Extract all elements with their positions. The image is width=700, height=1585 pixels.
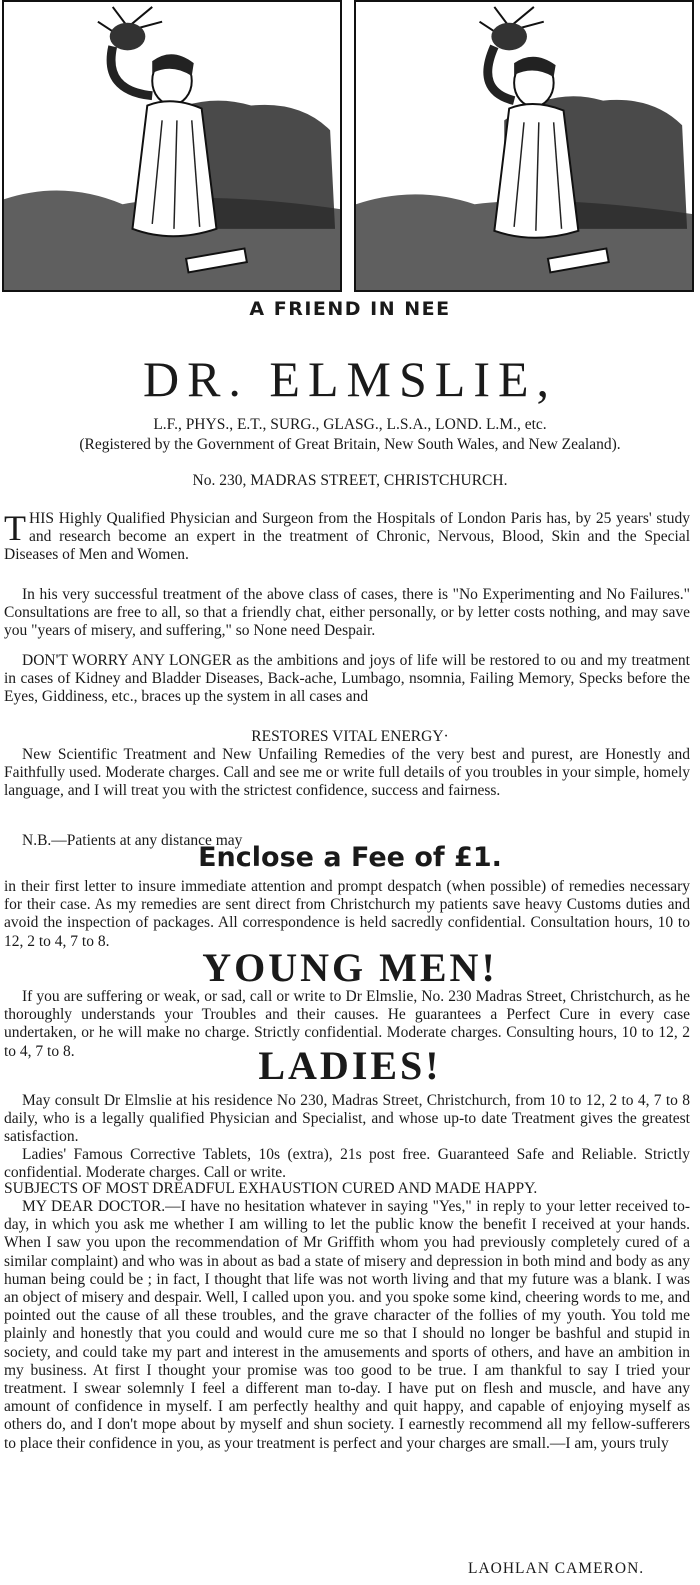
restores-heading: RESTORES VITAL ENERGY· — [251, 728, 449, 745]
doctor-name: DR. ELMSLIE, — [142, 351, 558, 407]
intro-paragraph — [4, 510, 690, 565]
tablets-paragraph: Ladies' Famous Corrective Tablets, 10s (extra), 21s post free. Guaranteed Safe and Reliable. Strictly confidential. Moderate charges. Call or write. — [4, 1146, 690, 1182]
fee-paragraph: in their first letter to insure immediate attention and prompt despatch (when possible) of remedies necessary for their case. As my remedies are sent direct from Christchurch my patients save heavy Customs duties and avoid the inspection of packages. All correspondence is held sacredly confidential. Consultation hours, 10 to 12, 2 to 4, 7 to 8. — [4, 878, 690, 950]
experience-paragraph: In his very successful treatment of the above class of cases, there is "No Experimenting and No Failures." Consultations are free to all, so that a friendly chat, either personally, or by letter costs nothing, and may save you "years of misery, and suffering," so None need Despair. — [4, 586, 690, 640]
ladies-heading: LADIES! — [258, 1043, 442, 1088]
nb-line: N.B.—Patients at any distance may — [22, 832, 243, 849]
testimonial-letter: MY DEAR DOCTOR.—I have no hesitation whatever in saying "Yes," in reply to your letter received to-day, in which you ask me whether I am willing to let the public know the benefit I received at your hands. When I saw you upon the recommendation of Mr Griffith whom you had previously completely cured of a similar complaint) and who was in about as bad a state of misery and depression in both mind and body as any human being could be ; in fact, I thought that life was not worth living and that my future was a blank. I was an object of misery and despair. Well, I called upon you. and you spoke some kind, cheering words to me, and pointed out the cause of all these troubles, and the grave character of the follies of my youth. You told me plainly and honestly that you could and would cure me so that I should no longer be bashful and stupid in society, and could take my part and interest in the amusements and sports of others, and have an ambition in my business. At first I thought your promise was too good to be true. I am thankful to say I tried your treatment. I swear solemnly I feel a different man to-day. I have put on flesh and muscle, and have any amount of confidence in myself. I am perfectly healthy and quit happy, and capable of enjoying myself as others do, and I don't mope about by myself and shun society. I earnestly recommend all my fellow-sufferers to place their confidence in you, as your treatment is perfect and your charges are small.—I am, yours truly — [4, 1198, 690, 1452]
illustration-left — [2, 0, 342, 292]
fee-heading: Enclose a Fee of £1. — [198, 842, 502, 873]
drop-cap: T — [4, 508, 26, 548]
credentials: L.F., PHYS., E.T., SURG., GLASG., L.S.A., LOND. L.M., etc. — [153, 416, 547, 433]
subjects-heading: SUBJECTS OF MOST DREADFUL EXHAUSTION CURED AND MADE HAPPY. — [4, 1180, 538, 1197]
intro-text: HIS Highly Qualified Physician and Surgeon from the Hospitals of London Paris has, by 25 years' study and research become an expert in the treatment of Chronic, Nervous, Blood, Skin and the Special Diseases of Men and Women. — [4, 510, 690, 564]
scientific-paragraph: New Scientific Treatment and New Unfailing Remedies of the very best and purest, are Honestly and Faithfully used. Moderate charges. Call and see me or write full details of you troubles in your simple, homely language, and I will treat you with the strictest confidence, success and fairness. — [4, 746, 690, 800]
illustration-right — [354, 0, 694, 292]
banner-heading: A FRIEND IN NEE — [249, 298, 451, 320]
registration: (Registered by the Government of Great Britain, New South Wales, and New Zealand). — [79, 436, 621, 453]
young-men-heading: YOUNG MEN! — [202, 945, 498, 990]
address: No. 230, MADRAS STREET, CHRISTCHURCH. — [192, 472, 508, 489]
signature: LAOHLAN CAMERON. — [468, 1560, 645, 1577]
ladies-paragraph: May consult Dr Elmslie at his residence No 230, Madras Street, Christchurch, from 10 to 12, 2 to 4, 7 to 8 daily, who is a legally qualified Physician and Specialist, and whose up-to date Treatment gives the greatest satisfaction. — [4, 1092, 690, 1146]
young-men-paragraph: If you are suffering or weak, or sad, call or write to Dr Elmslie, No. 230 Madras Street, Christchurch, as he thoroughly understands your Troubles and their causes. He guarantees a Perfect Cure in every case undertaken, or he will make no charge. Strictly confidential. Moderate charges. Consulting hours, 10 to 12, 2 to 4, 7 to 8. — [4, 988, 690, 1060]
worry-paragraph: DON'T WORRY ANY LONGER as the ambitions and joys of life will be restored to ou and my treatment in cases of Kidney and Bladder Diseases, Back-ache, Lumbago, nsomnia, Failing Memory, Specks before the Eyes, Giddiness, etc., braces up the system in all cases and — [4, 652, 690, 706]
